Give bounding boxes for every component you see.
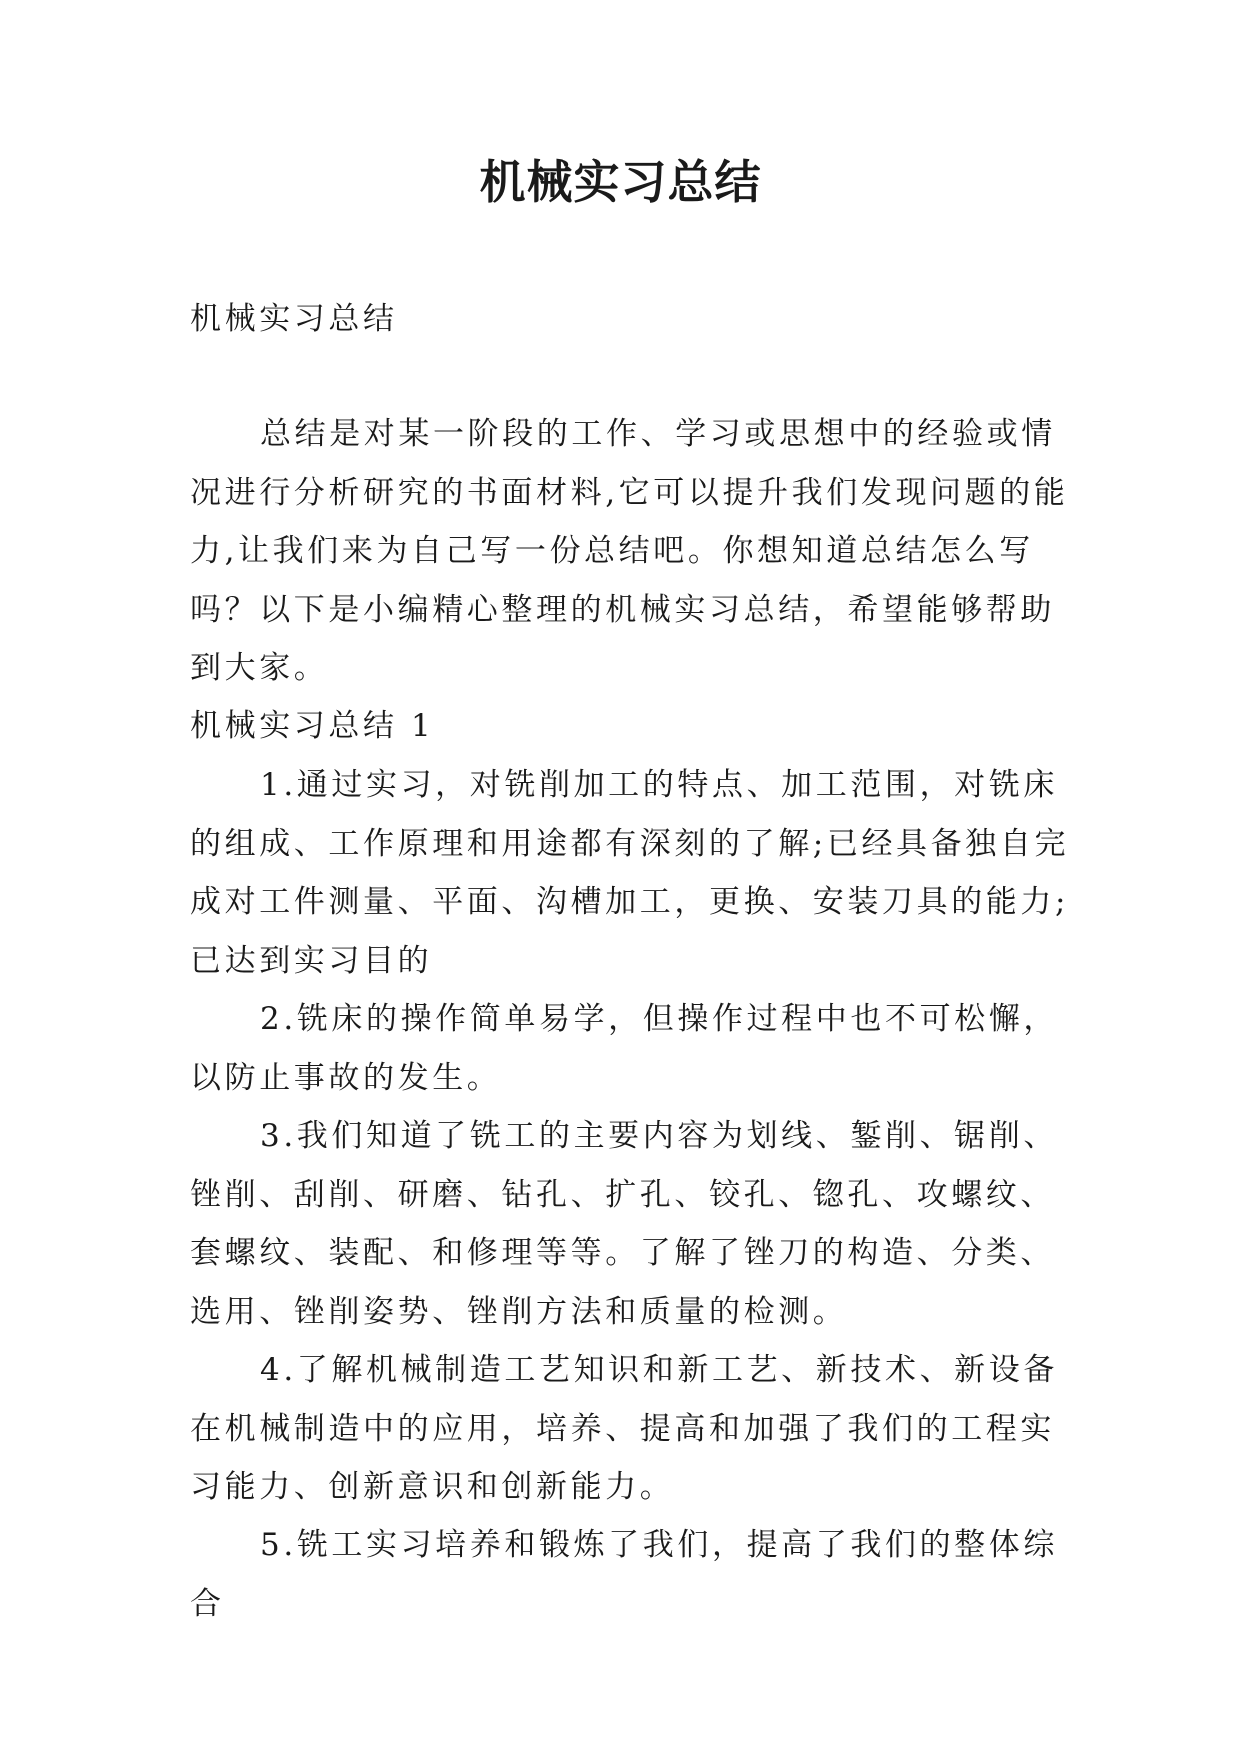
intro-paragraph: 总结是对某一阶段的工作、学习或思想中的经验或情况进行分析研究的书面材料,它可以提升我们发现问题的能力,让我们来为自己写一份总结吧。你想知道总结怎么写吗？以下是小编精心整理的机械实习总结，希望能够帮助到大家。 bbox=[190, 416, 1069, 686]
list-item: 4.了解机械制造工艺知识和新工艺、新技术、新设备在机械制造中的应用，培养、提高和加强了我们的工程实习能力、创新意识和创新能力。 bbox=[190, 1352, 1058, 1505]
list-item: 1.通过实习，对铣削加工的特点、加工范围，对铣床的组成、工作原理和用途都有深刻的了解;已经具备独自完成对工件测量、平面、沟槽加工，更换、安装刀具的能力;已达到实习目的 bbox=[190, 767, 1070, 979]
section-heading: 机械实习总结 1 bbox=[190, 708, 435, 744]
list-item: 2.铣床的操作简单易学，但操作过程中也不可松懈，以防止事故的发生。 bbox=[190, 1001, 1058, 1096]
list-item: 5.铣工实习培养和锻炼了我们，提高了我们的整体综合 bbox=[190, 1527, 1058, 1622]
list-item: 3.我们知道了铣工的主要内容为划线、錾削、锯削、锉削、刮削、研磨、钻孔、扩孔、铰孔、锪孔、攻螺纹、套螺纹、装配、和修理等等。了解了锉刀的构造、分类、选用、锉削姿势、锉削方法和质量的检测。 bbox=[190, 1118, 1058, 1330]
document-title: 机械实习总结 bbox=[479, 155, 762, 209]
document-subtitle: 机械实习总结 bbox=[190, 301, 398, 337]
